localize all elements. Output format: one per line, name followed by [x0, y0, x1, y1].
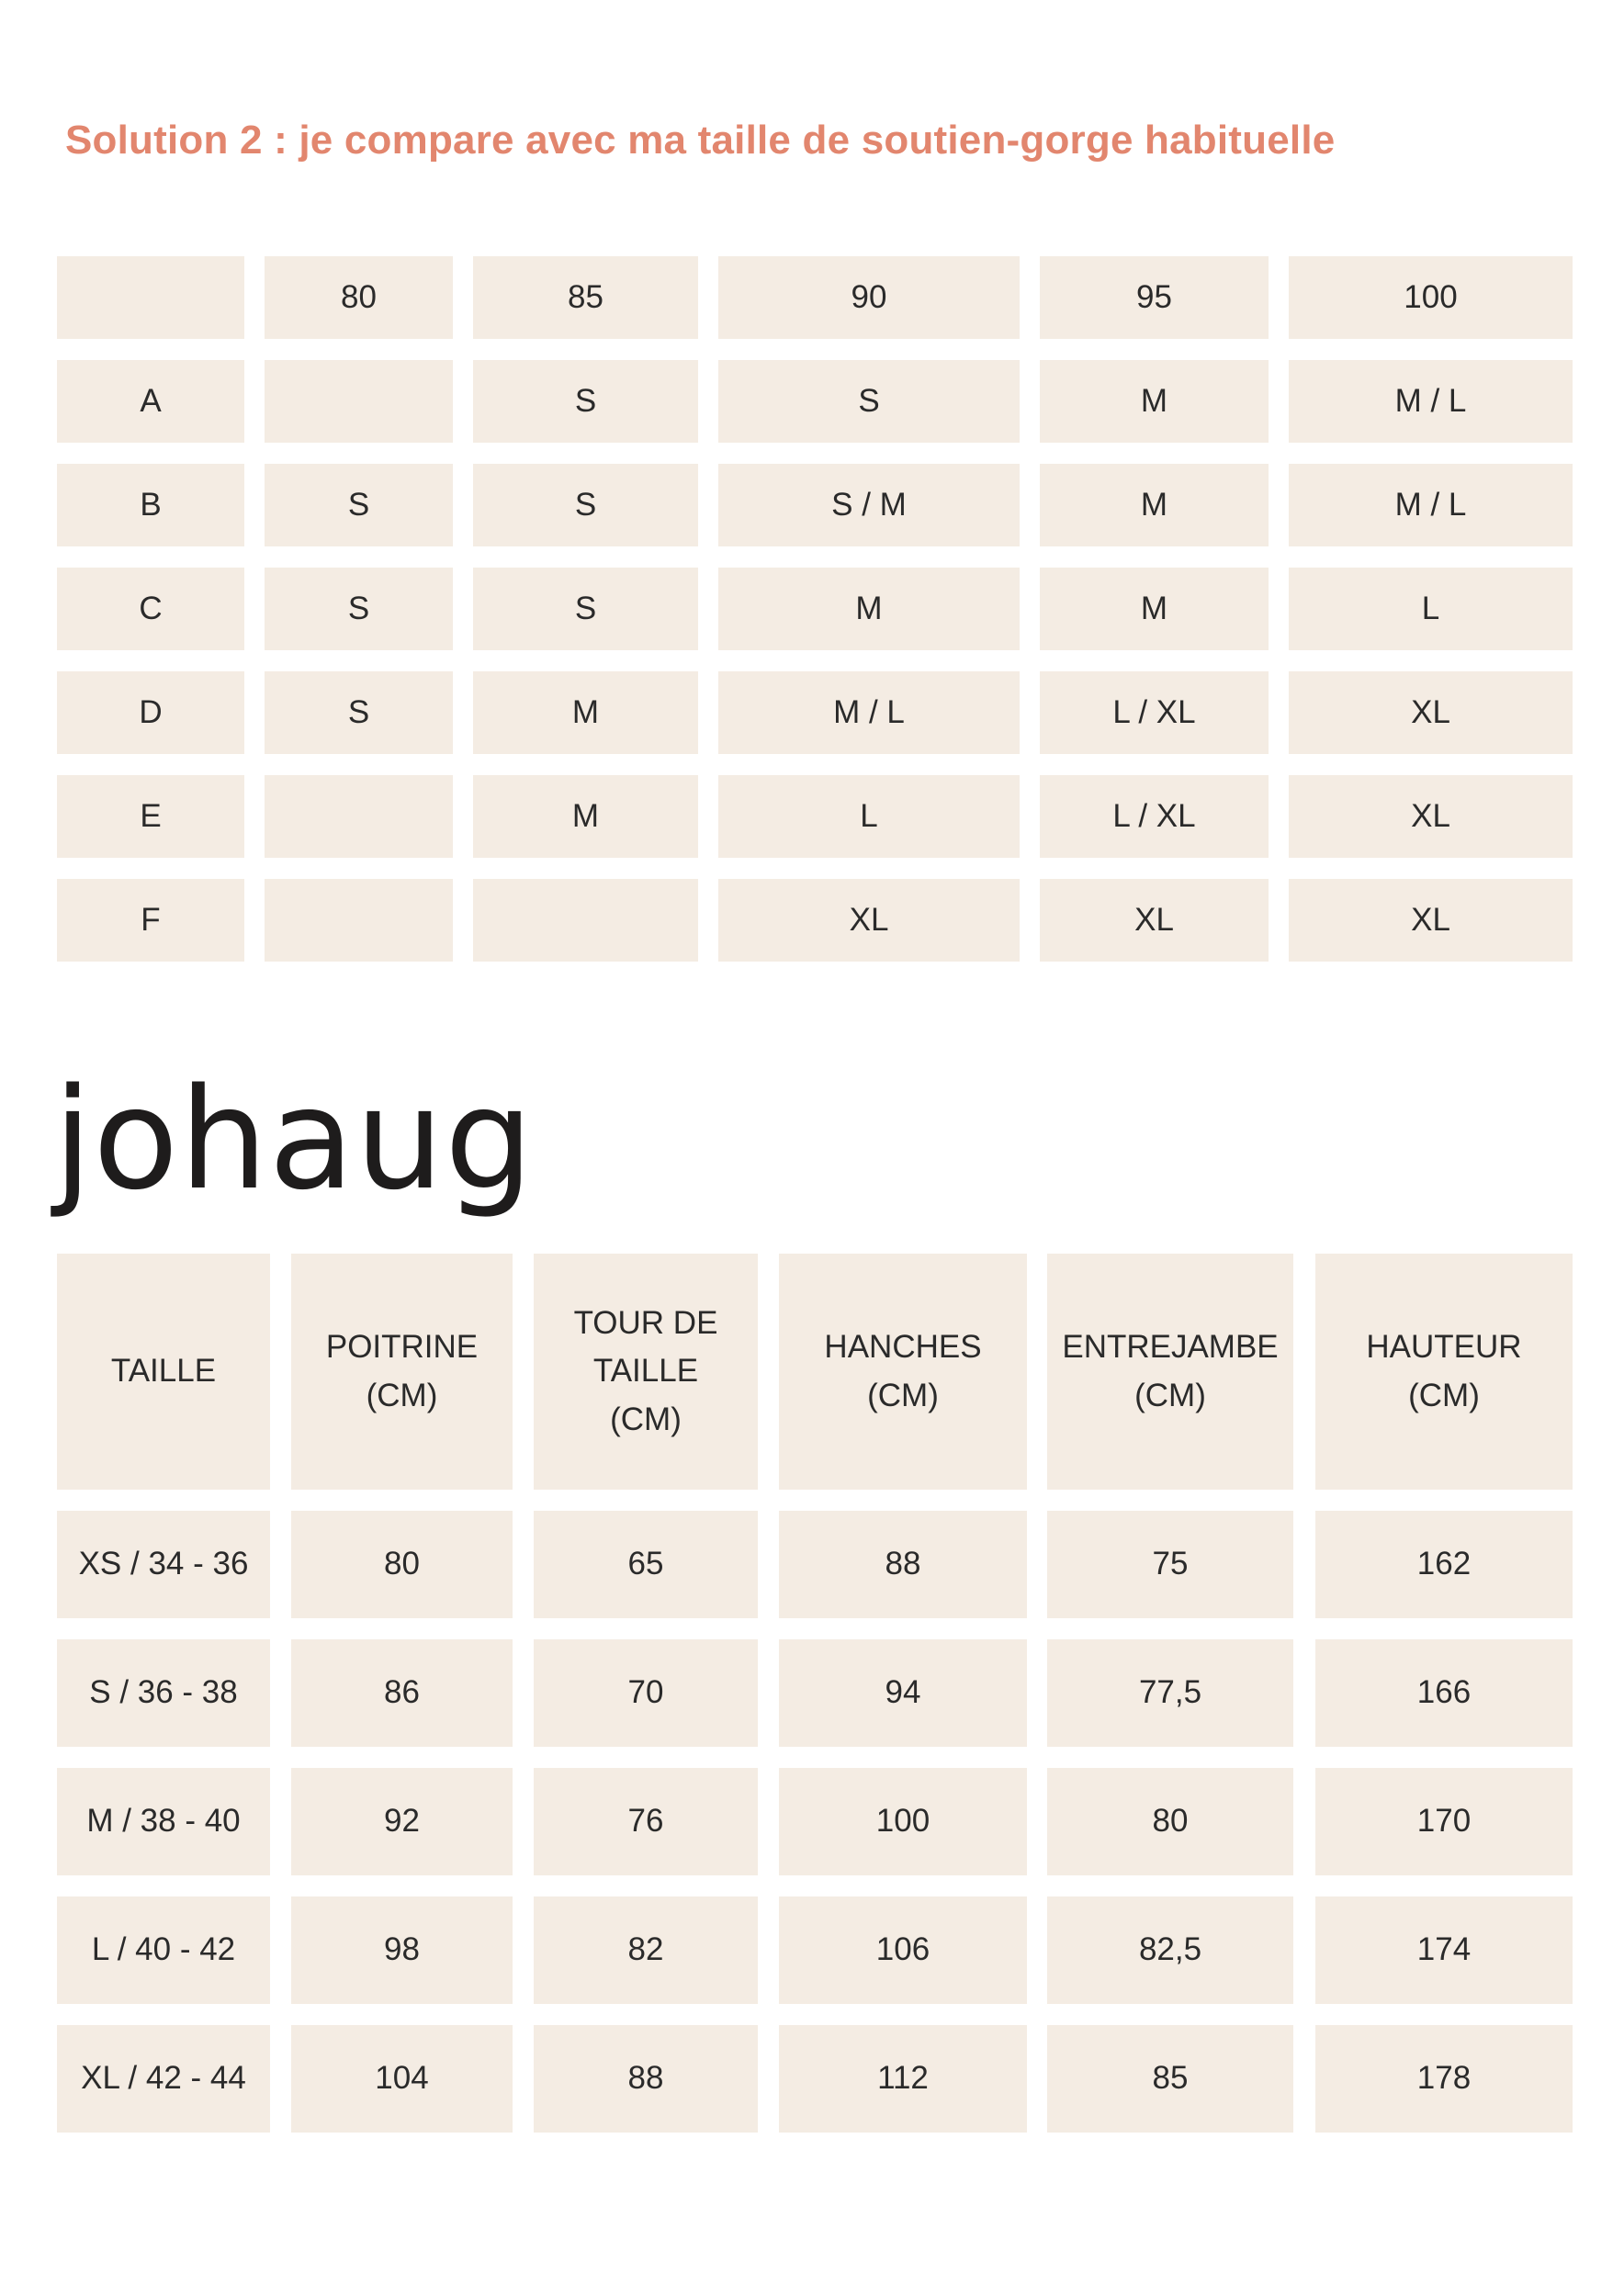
measurement-cell: 70	[534, 1639, 758, 1747]
column-header-line: (CM)	[1408, 1377, 1480, 1413]
measurement-cell: 166	[1315, 1639, 1573, 1747]
band-size-header: 90	[718, 256, 1020, 339]
band-size-header: 85	[473, 256, 698, 339]
measurement-cell: 85	[1047, 2025, 1293, 2133]
measurement-cell: 88	[779, 1511, 1027, 1618]
measurement-cell: 98	[291, 1896, 513, 2004]
johaug-logo: johaug	[53, 1058, 535, 1221]
cup-size-label: C	[57, 568, 244, 650]
bra-size-cell: XL	[1289, 879, 1573, 962]
column-header-line: (CM)	[1134, 1377, 1206, 1413]
column-header	[57, 1254, 270, 1490]
measurement-cell: 80	[1047, 1768, 1293, 1875]
measurement-cell: 76	[534, 1768, 758, 1875]
column-header	[534, 1254, 758, 1490]
size-label-cell: S / 36 - 38	[57, 1639, 270, 1747]
measurement-cell: 92	[291, 1768, 513, 1875]
bra-size-cell: XL	[1040, 879, 1269, 962]
measurement-cell: 86	[291, 1639, 513, 1747]
cup-size-label: E	[57, 775, 244, 858]
size-label-cell: L / 40 - 42	[57, 1896, 270, 2004]
bra-size-cell: S	[718, 360, 1020, 443]
column-header-line: POITRINE	[325, 1329, 479, 1365]
column-header-line: TAILLE	[592, 1353, 699, 1390]
bra-size-cell: S	[473, 568, 698, 650]
bra-size-cell: L / XL	[1040, 671, 1269, 754]
bra-size-cell: S	[265, 568, 453, 650]
bra-size-cell: M	[473, 775, 698, 858]
measurement-cell: 82,5	[1047, 1896, 1293, 2004]
bra-size-cell: L	[718, 775, 1020, 858]
column-header-line: (CM)	[867, 1377, 939, 1413]
measurement-cell: 65	[534, 1511, 758, 1618]
measurement-cell: 104	[291, 2025, 513, 2133]
column-header-line: (CM)	[366, 1377, 438, 1413]
size-label-cell: XL / 42 - 44	[57, 2025, 270, 2133]
column-header-line: TAILLE	[110, 1353, 217, 1390]
column-header-line: HAUTEUR	[1366, 1329, 1522, 1365]
measurement-cell: 82	[534, 1896, 758, 2004]
measurement-cell: 80	[291, 1511, 513, 1618]
page-heading: Solution 2 : je compare avec ma taille de soutien-gorge habituelle	[65, 118, 1336, 163]
column-header-line: HANCHES	[824, 1329, 982, 1365]
bra-size-cell: L / XL	[1040, 775, 1269, 858]
bra-size-cell: XL	[1289, 671, 1573, 754]
bra-size-cell: M / L	[1289, 360, 1573, 443]
cup-size-label: F	[57, 879, 244, 962]
bra-size-cell: S	[473, 464, 698, 546]
bra-size-cell: M	[718, 568, 1020, 650]
cup-size-label: A	[57, 360, 244, 443]
cup-size-label: B	[57, 464, 244, 546]
measurement-cell: 112	[779, 2025, 1027, 2133]
bra-size-cell: M	[473, 671, 698, 754]
bra-size-cell: XL	[718, 879, 1020, 962]
column-header	[291, 1254, 513, 1490]
bra-size-cell: L	[1289, 568, 1573, 650]
band-size-header: 80	[265, 256, 453, 339]
bra-size-cell: M	[1040, 360, 1269, 443]
size-label-cell: XS / 34 - 36	[57, 1511, 270, 1618]
measurement-cell: 88	[534, 2025, 758, 2133]
column-header	[779, 1254, 1027, 1490]
measurement-cell: 100	[779, 1768, 1027, 1875]
bra-size-cell: M	[1040, 464, 1269, 546]
measurement-cell: 77,5	[1047, 1639, 1293, 1747]
bra-size-cell: S	[265, 464, 453, 546]
column-header	[1315, 1254, 1573, 1490]
band-size-header: 95	[1040, 256, 1269, 339]
measurement-cell: 162	[1315, 1511, 1573, 1618]
measurement-cell: 178	[1315, 2025, 1573, 2133]
column-header-line: TOUR DE	[573, 1304, 718, 1341]
bra-size-cell: M / L	[1289, 464, 1573, 546]
cup-size-label: D	[57, 671, 244, 754]
measurement-cell: 94	[779, 1639, 1027, 1747]
bra-size-cell: S	[473, 360, 698, 443]
bra-size-cell: M	[1040, 568, 1269, 650]
bra-size-cell: XL	[1289, 775, 1573, 858]
bra-size-cell: S / M	[718, 464, 1020, 546]
measurement-cell: 174	[1315, 1896, 1573, 2004]
band-size-header: 100	[1289, 256, 1573, 339]
size-label-cell: M / 38 - 40	[57, 1768, 270, 1875]
measurement-cell: 170	[1315, 1768, 1573, 1875]
measurement-cell: 106	[779, 1896, 1027, 2004]
measurement-cell: 75	[1047, 1511, 1293, 1618]
column-header-line: ENTREJAMBE	[1062, 1329, 1279, 1365]
column-header	[1047, 1254, 1293, 1490]
column-header-line: (CM)	[610, 1401, 682, 1437]
bra-size-cell: M / L	[718, 671, 1020, 754]
bra-size-cell: S	[265, 671, 453, 754]
